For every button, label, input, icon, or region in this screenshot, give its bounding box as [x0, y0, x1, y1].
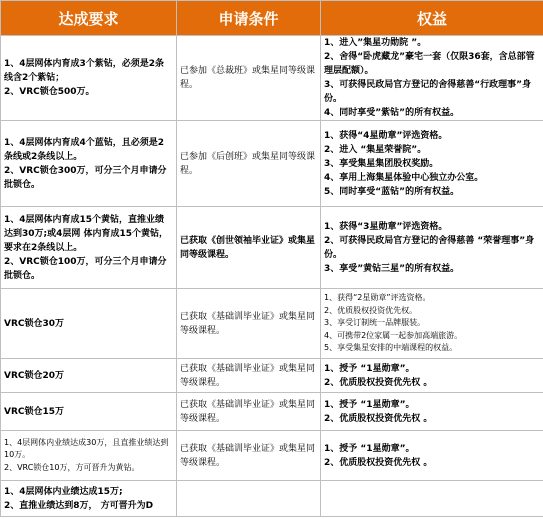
cell-line: 1、获得“4星勋章”评选资格。: [324, 130, 448, 141]
cell-line: 1、4层网体内业绩达成15万;: [4, 486, 123, 497]
cell-line: 1、获得“2星勋章”评选资格。: [324, 293, 431, 303]
rights-cell: [321, 207, 543, 289]
cell-line: 已获取《基础训毕业证》或集星同等级课程。: [180, 311, 316, 336]
cell-line: 2、直推业绩达到8万， 方可晋升为D: [4, 500, 154, 511]
condition-cell: [177, 359, 321, 393]
cell-line: 2、VRC锁仓10万，方可晋升为黄钻。: [4, 462, 140, 472]
cell-line: 2、VRC锁仓500万。: [4, 87, 95, 97]
cell-line: 1、授予 “1星勋章”。: [324, 443, 415, 454]
condition-cell: [177, 431, 321, 481]
cell-line: VRC锁仓15万: [4, 406, 65, 417]
rights-cell: [321, 359, 543, 393]
cell-line: 1、进入”集星功勋院 ”。: [324, 38, 427, 48]
cell-line: 2、舍得“卧虎藏龙”豪宅一套（仅限36套，含总部管理层配额）。: [324, 52, 535, 76]
requirement-cell: [1, 393, 177, 431]
cell-line: 2、可获得民政局官方登记的舍得慈善 “荣誉理事”身份。: [324, 235, 535, 260]
header-application-condition: 申请条件: [177, 1, 321, 36]
header-rights: 权益: [321, 1, 543, 36]
cell-line: 4、享用上海集星体验中心独立办公室。: [324, 172, 484, 183]
condition-cell: [177, 289, 321, 359]
cell-line: 4、同时享受”紫钻”的所有权益。: [324, 108, 460, 118]
rights-cell: [321, 393, 543, 431]
table-row: [1, 359, 543, 393]
condition-cell: [177, 393, 321, 431]
requirement-cell: [1, 121, 177, 207]
header-row: [1, 1, 543, 36]
cell-line: 1、授予 “1星勋章”。: [324, 363, 415, 374]
cell-line: 2、进入 “集星荣誉院”。: [324, 144, 427, 155]
condition-cell: [177, 207, 321, 289]
cell-line: 4、可携带2位家属一起参加高端旅游。: [324, 330, 463, 340]
table-row: [1, 431, 543, 481]
cell-line: 5、同时享受“蓝钻”的所有权益。: [324, 186, 460, 197]
cell-line: 2、VRC锁仓300万，可分三个月申请分批锁仓。: [4, 165, 167, 190]
table-row: [1, 393, 543, 431]
requirement-cell: [1, 289, 177, 359]
rights-cell: [321, 431, 543, 481]
cell-line: VRC锁仓30万: [4, 318, 65, 329]
cell-line: 已获取《创世领袖毕业证》或集星同等级课程。: [180, 235, 316, 260]
cell-line: 2、优质股权投资优先权 。: [324, 377, 433, 388]
requirement-cell: [1, 36, 177, 121]
table-row: [1, 207, 543, 289]
requirement-cell: [1, 431, 177, 481]
cell-line: 已获取《基础训毕业证》或集星同等级课程。: [180, 399, 316, 424]
cell-line: 1、4层网体内育成3个紫钻，必须是2条线含2个紫钻；: [4, 59, 165, 83]
cell-line: 已参加《总裁班》或集星同等级课程。: [180, 66, 316, 90]
cell-line: VRC锁仓20万: [4, 370, 65, 381]
condition-cell: [177, 36, 321, 121]
rights-cell: [321, 289, 543, 359]
table-row: [1, 481, 543, 517]
cell-line: 3、可获得民政局官方登记的舍得慈善“行政理事”身份。: [324, 80, 532, 104]
cell-line: 2、优质股权投资优先权 。: [324, 457, 433, 468]
table-row: [1, 36, 543, 121]
cell-line: 3、享受”黄钻三星”的所有权益。: [324, 263, 460, 274]
rights-cell: [321, 121, 543, 207]
requirement-cell: [1, 481, 177, 517]
condition-cell: [177, 481, 321, 517]
cell-line: 1、4层网体内育成4个蓝钻，且必须是2条线或2条线以上。: [4, 137, 165, 162]
cell-line: 已获取《基础训毕业证》或集星同等级课程。: [180, 363, 316, 388]
condition-cell: [177, 121, 321, 207]
cell-line: 2、VRC锁仓100万，可分三个月申请分批锁仓。: [4, 256, 167, 281]
cell-line: 3、享受订制统一品牌服装。: [324, 318, 426, 328]
cell-line: 2、优质股权投资优先权。: [324, 305, 418, 315]
cell-line: 已参加《后创班》或集星同等级课程。: [180, 151, 316, 176]
cell-line: 5、享受集星安排的中端课程的权益。: [324, 343, 458, 353]
rights-cell: [321, 481, 543, 517]
requirement-cell: [1, 207, 177, 289]
cell-line: 1、获得“3星勋章”评选资格。: [324, 221, 448, 232]
cell-line: 已获取《基础训毕业证》或集星同等级课程。: [180, 443, 316, 468]
header-requirement: 达成要求: [1, 1, 177, 36]
cell-line: 1、4层网体内业绩达成30万，且直推业绩达到10万。: [4, 437, 169, 460]
requirement-cell: [1, 359, 177, 393]
table-row: [1, 289, 543, 359]
cell-line: 1、授予 “1星勋章”。: [324, 399, 415, 410]
rights-cell: [321, 36, 543, 121]
cell-line: 3、享受集星集团股权奖励。: [324, 158, 439, 169]
table-row: [1, 121, 543, 207]
cell-line: 1、4层网体内育成15个黄钻，直推业绩达到30万;或4层网 体内育成15个黄钻，要求在2条线以上。: [4, 214, 169, 253]
cell-line: 2、优质股权投资优先权 。: [324, 413, 433, 424]
